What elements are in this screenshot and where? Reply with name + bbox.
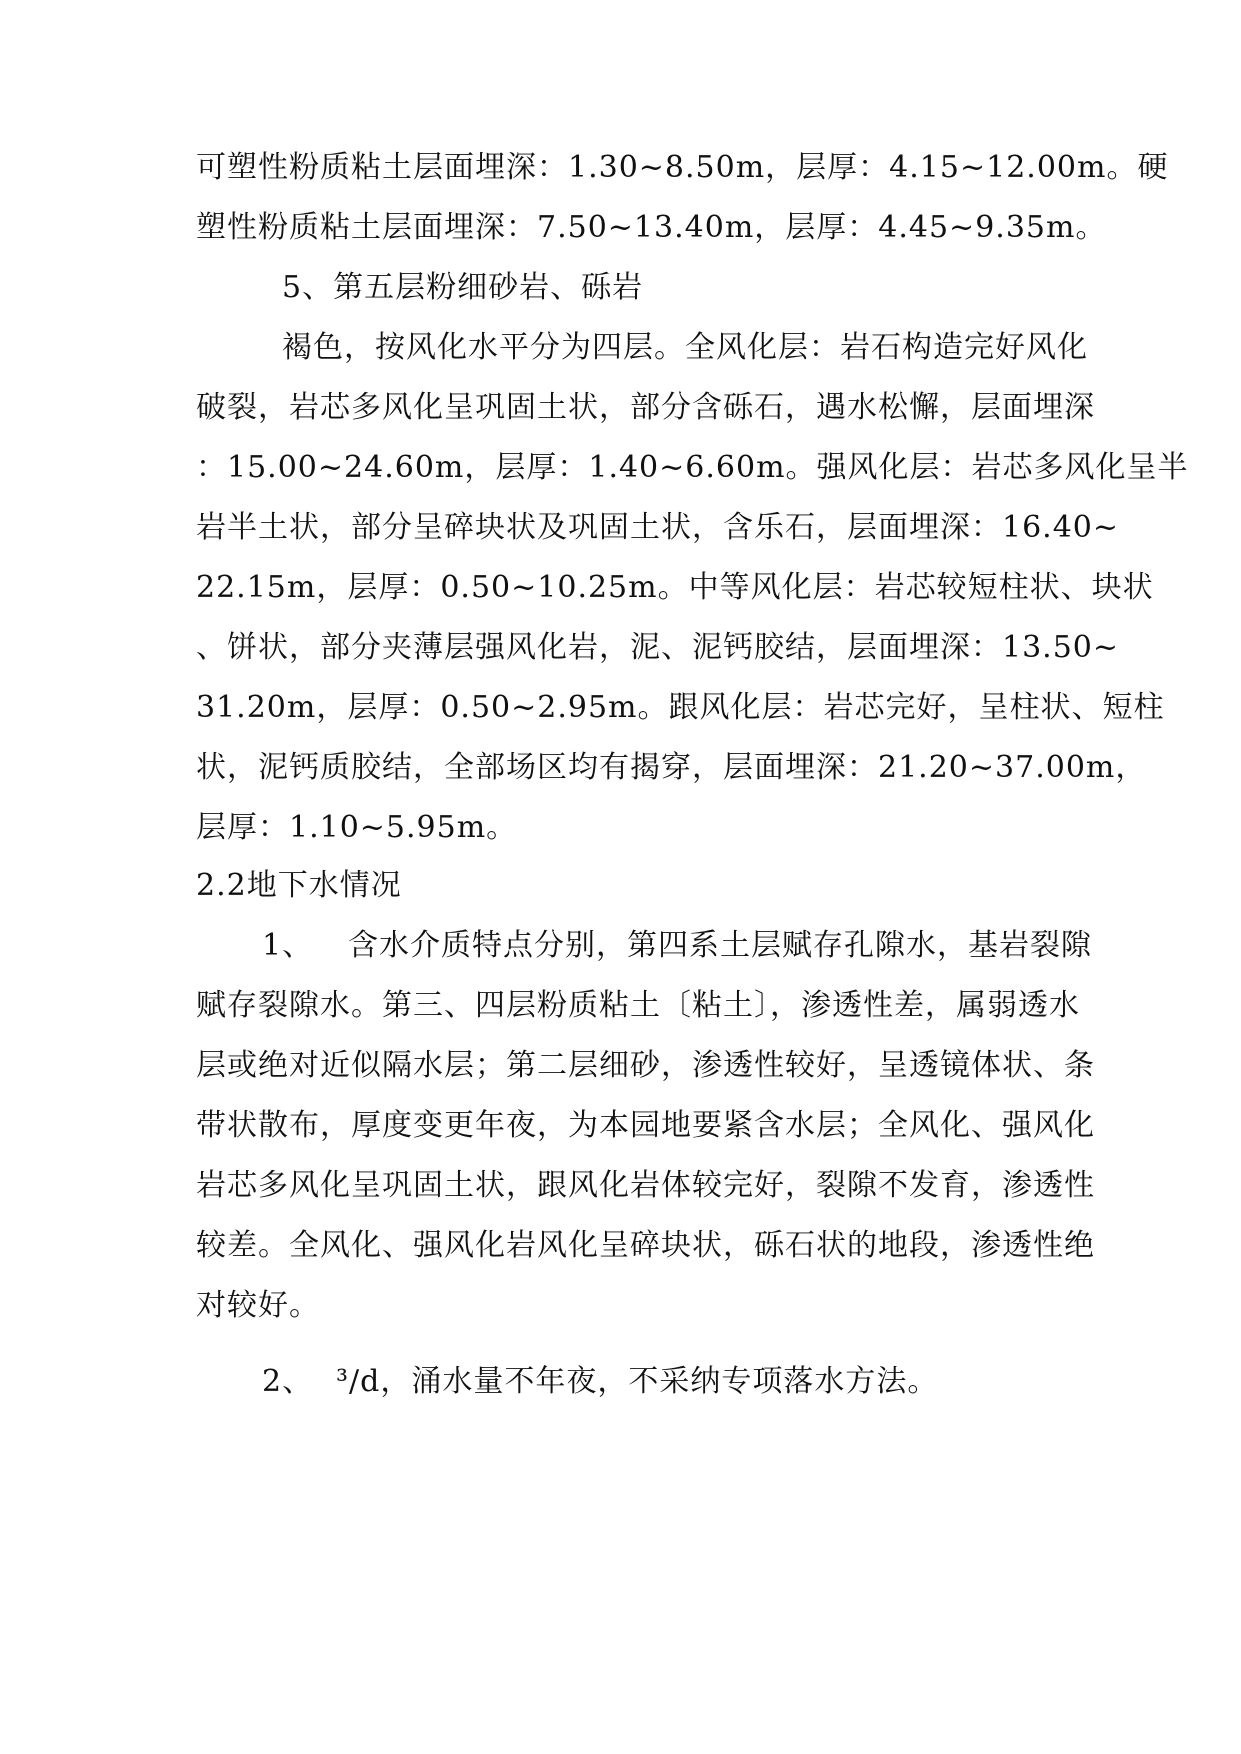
text-line: 较差。全风化、强风化岩风化呈碎块状，砾石状的地段，渗透性绝 xyxy=(196,1228,1095,1263)
text-line: 岩半土状，部分呈碎块状及巩固土状，含乐石，层面埋深：16.40~ xyxy=(196,510,1120,545)
text-line: 含水介质特点分别，第四系土层赋存孔隙水，基岩裂隙 xyxy=(348,928,1092,963)
section-heading: 2.2地下水情况 xyxy=(196,868,402,903)
text-line: 状，泥钙质胶结，全部场区均有揭穿，层面埋深：21.20~37.00m， xyxy=(196,750,1147,785)
text-line: ：15.00~24.60m，层厚：1.40~6.60m。强风化层：岩芯多风化呈半 xyxy=(196,450,1189,485)
text-line: 塑性粉质粘土层面埋深：7.50~13.40m，层厚：4.45~9.35m。 xyxy=(196,210,1107,245)
text-line: ³/d，涌水量不年夜，不采纳专项落水方法。 xyxy=(336,1364,939,1399)
text-line: 褐色，按风化水平分为四层。全风化层：岩石构造完好风化 xyxy=(282,330,1088,365)
text-line: 带状散布，厚度变更年夜，为本园地要紧含水层；全风化、强风化 xyxy=(196,1108,1095,1143)
text-line: 破裂，岩芯多风化呈巩固土状，部分含砾石，遇水松懈，层面埋深 xyxy=(196,390,1095,425)
text-line: 岩芯多风化呈巩固土状，跟风化岩体较完好，裂隙不发育，渗透性 xyxy=(196,1168,1095,1203)
text-line: 层或绝对近似隔水层；第二层细砂，渗透性较好，呈透镜体状、条 xyxy=(196,1048,1095,1083)
text-line: 31.20m，层厚：0.50~2.95m。跟风化层：岩芯完好，呈柱状、短柱 xyxy=(196,690,1165,725)
section-heading: 5、第五层粉细砂岩、砾岩 xyxy=(282,270,644,305)
text-line: 层厚：1.10~5.95m。 xyxy=(196,810,518,845)
text-line: 可塑性粉质粘土层面埋深：1.30~8.50m，层厚：4.15~12.00m。硬 xyxy=(196,150,1169,185)
text-line: 赋存裂隙水。第三、四层粉质粘土〔粘土〕，渗透性差，属弱透水 xyxy=(196,988,1080,1023)
text-line: 对较好。 xyxy=(196,1288,320,1323)
list-number: 2、 xyxy=(262,1364,314,1399)
list-number: 1、 xyxy=(262,928,314,963)
text-line: 、饼状，部分夹薄层强风化岩，泥、泥钙胶结，层面埋深：13.50~ xyxy=(196,630,1120,665)
text-line: 22.15m，层厚：0.50~10.25m。中等风化层：岩芯较短柱状、块状 xyxy=(196,570,1154,605)
